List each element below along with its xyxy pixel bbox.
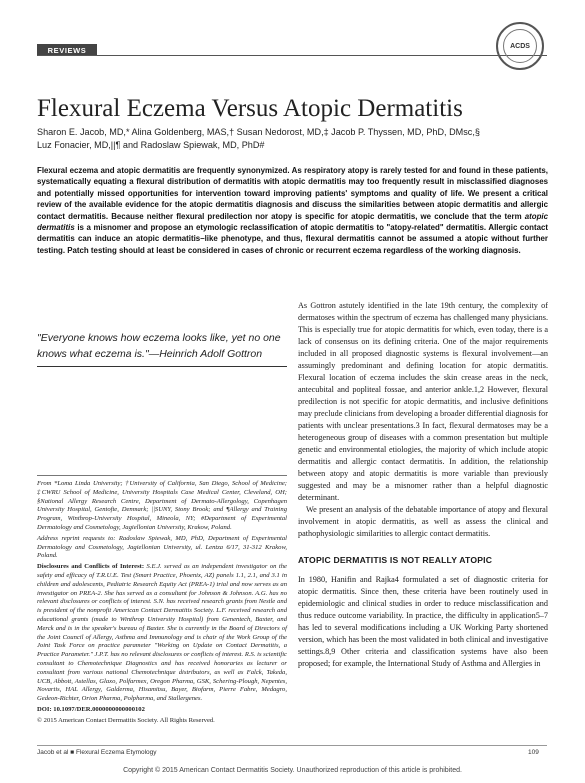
affiliations: From *Loma Linda University; †University of California, San Diego, School of Medicine; ‡CWRU School of Medicine, University Hospitals Case Medical Center, Cleveland, OH; §National Allergy Research Centre, Department of Dermato-Allergology, Copenhagen University Hospital, Gentofte, Denmark; ||SUNY, Stony Brook; and ¶Allergy and Training Program, Winthrop-University Hospital, Mineola, NY; #Department of Experimental Dermatology and Cosmetology, Jagiellonian University, Krakow, Poland. [37, 480, 287, 531]
doi[interactable]: DOI: 10.1097/DER.0000000000000102 [37, 705, 145, 713]
abstract-part-1: Flexural eczema and atopic dermatitis are frequently synonymized. As respiratory atopy is rarely tested for and found in these patients, systematically equating a flexural distribution of dermatitis with atopic dermatitis may too frequently result in misclassified diagnoses and potentially missed opportunities for intervention toward improving patients' symptoms and quality of life. We present a critical review of the available evidence for the atopic dermatitis diagnosis and discuss the similarities between atopic dermatitis and allergic contact dermatitis. Because neither flexural predilection nor atopy is specific for atopic dermatitis, we conclude that the term [37, 166, 548, 221]
seal-text: ACDS [503, 29, 537, 63]
reprint-address: Address reprint requests to: Radoslaw Spiewak, MD, PhD, Department of Experimental Dermatology and Cosmetology, Jagiellonian University, ul. Lentza 6/17, 31-312 Krakow, Poland. [37, 534, 287, 560]
authors-line-1: Sharon E. Jacob, MD,* Alina Goldenberg, MAS,† Susan Nedorost, MD,‡ Jacob P. Thyssen, MD, PhD, DMsc,§ [37, 127, 480, 137]
copyright-notice: Copyright © 2015 American Contact Dermatitis Society. Unauthorized reproduction of this article is prohibited. [123, 767, 462, 774]
authors-line-2: Luz Fonacier, MD,||¶ and Radoslaw Spiewak, MD, PhD# [37, 140, 265, 150]
article-title: Flexural Eczema Versus Atopic Dermatitis [37, 95, 463, 122]
quote-attribution: —Heinrich Adolf Gottron [148, 348, 263, 360]
disclosures-text: S.E.J. served as an independent investigator on the safety and efficacy of T.R.U.E. Test (Smart Practice, Phoenix, AZ) panels 1.1, 2.1, and 3.1 in children and adolescents, Pediatric Research Equity Act (PREA-1) trial and now serves as an investigator on PREA-2. She has served as a consultant for Johnson & Johnson. A.G. has no relevant disclosures or conflicts of interest. S.N. has received research grants from Nestle and is president of the nonprofit American Contact Dermatitis Society. L.F. received research and educational grants (made to Winthrop University Hospital) from Genentech, Baxter, and Merck and is in the speaker's bureau of Baxter. She is currently in the Board of Directors of the Joint Council of Allergy, Asthma and Immunology and is chair of the Work Group of the Joint Task Force on practice parameter "Working on Update on Contact Dermatitis, a Practice Parameter." J.P.T. has no relevant disclosures or conflicts of interest. R.S. is scientific consultant to Chemotechnique Diagnostics and has received honoraries as lecturer or consultant from various national Chemotechnique distributors, as well as Falck, Takeda, UCB, Abbott, Astellas, Glaxo, Polfarmex, Oregon Pharma, GSK, Schering-Plough, Nepentes, Novartis, HAL Allergy, Galderma, Hisamitsu, Bayer, Biofarm, Pierre Fabre, Medagro, Gedeon-Richter, Orion Pharma, Polpharma, and Stallergenes. [37, 563, 287, 703]
article-copyright: © 2015 American Contact Dermatitis Society. All Rights Reserved. [37, 716, 215, 724]
acds-seal-logo [496, 22, 544, 70]
page-number: 109 [528, 749, 539, 756]
body-text-column [298, 300, 548, 670]
quote-rule [37, 366, 287, 367]
body-paragraph-2: We present an analysis of the debatable importance of atopy and flexural involvement in atopic dermatitis, as well as assess the clinical and pathophysiologic similarities to allergic contact dermatitis. [298, 505, 548, 538]
section-label: REVIEWS [37, 44, 97, 56]
abstract-italic-term: atopic dermatitis [37, 211, 548, 233]
disclosures-label: Disclosures and Conflicts of Interest: [37, 563, 145, 571]
abstract [37, 165, 548, 256]
body-paragraph-1: As Gottron astutely identified in the late 19th century, the complexity of dermatoses within the spectrum of eczema has challenged many physicians. This is especially true for atopic dermatitis for which, even today, there is a lack of consensus on its defining criteria. One of the major requirements included in all proposed diagnostic systems is flexural involvement—an assumingly predominant and defining location for atopic dermatitis. Flexural location of eczema includes the skin crease areas in the neck, antecubital and popliteal fossae, and anterior ankle.1,2 However, flexural predilection is not specific for atopic dermatitis, and inclusive definitions may preclude clinicians from developing a broader differential diagnosis for patients with unclear presentations.3 In fact, flexural dermatoses may be a heterogeneous group of diseases with a common presentation but multiple genetic and environmental etiologies, the majority of which include atopic dermatitis and allergic contact dermatitis. In addition, the relationship between atopy and atopic dermatitis is more variable than previously suggested and may be a misnomer rather than a helpful diagnostic determinant. [298, 301, 548, 502]
author-list [37, 126, 552, 152]
body-paragraph-3: In 1980, Hanifin and Rajka4 formulated a set of diagnostic criteria for atopic dermatitis. Since then, these criteria have been routinely used in epidemiologic and clinical studies in order to reduce misclassification and thus reduce outcome variability. In practice, the difficulty in application5–7 has led to several modifications including a UK Working Party shortened version, which has been the most validated in both clinical and investigative settings.8,9 Other criteria and classification systems have also been proposed; for example, the International Study of Asthma and Allergies in [298, 575, 548, 668]
section-heading: ATOPIC DERMATITIS IS NOT REALLY ATOPIC [298, 555, 493, 565]
running-head: Jacob et al ■ Flexural Eczema Etymology [37, 749, 157, 756]
epigraph-quote [37, 330, 287, 362]
quote-text: "Everyone knows how eczema looks like, yet no one knows what eczema is." [37, 332, 281, 360]
footnote-rule [37, 475, 287, 476]
header-rule [37, 55, 547, 56]
footer-rule [37, 745, 547, 746]
abstract-part-2: is a misnomer and propose an etymologic reclassification of atopic dermatitis to "atopy-related" dermatitis. Allergic contact dermatitis can induce an atopic dermatitis–like phenotype, and thus, flexural dermatitis cannot be assumed a atopic without further testing. Patch testing should at least be considered in cases of chronic or recurrent eczema regardless of the working diagnosis. [37, 223, 548, 255]
footnotes [37, 480, 287, 728]
